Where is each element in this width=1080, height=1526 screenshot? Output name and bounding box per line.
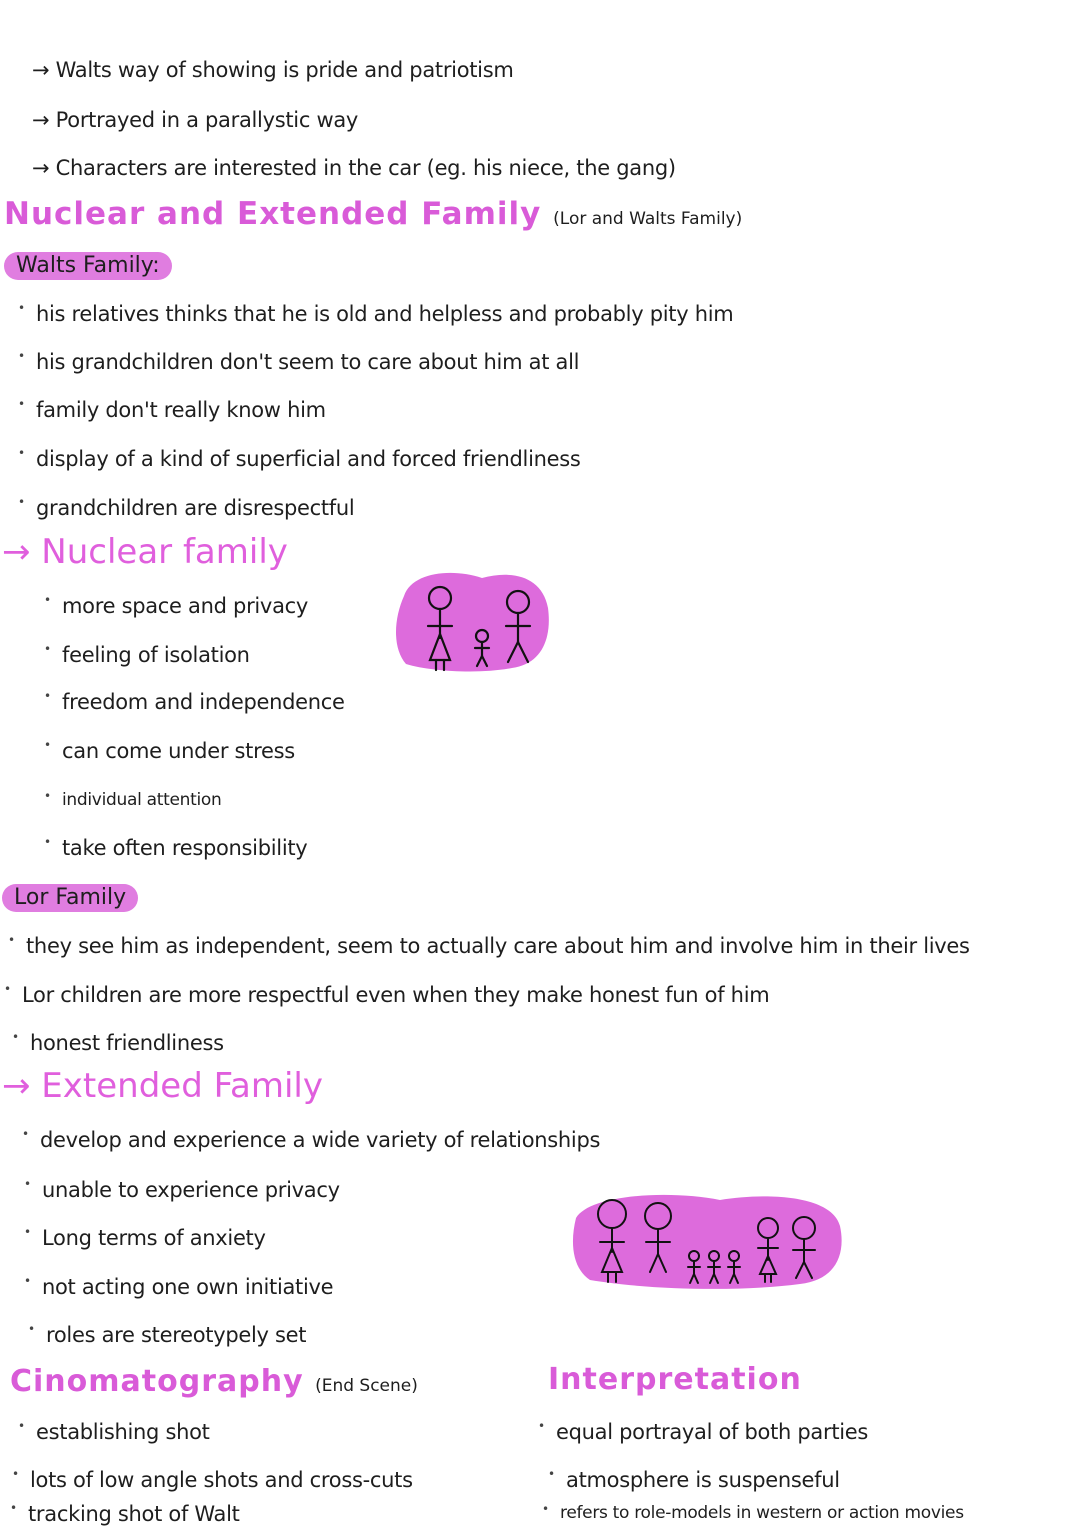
main-heading <box>4 196 742 232</box>
extended-family-icon <box>570 1188 844 1292</box>
interpretation-heading: Interpretation <box>548 1362 802 1397</box>
nuclear-item-4: • can come under stress <box>62 739 295 763</box>
walts-item-3: • family don't really know him <box>36 398 326 422</box>
cinematography-title: Cinomatography <box>10 1364 304 1399</box>
nuclear-item-3: • freedom and independence <box>62 690 345 714</box>
main-heading-title: Nuclear and Extended Family <box>4 196 542 232</box>
lor-item-1: • they see him as independent, seem to actually care about him and involve him in their lives <box>26 934 970 958</box>
main-heading-note: (Lor and Walts Family) <box>553 209 743 229</box>
nuclear-item-6: • take often responsibility <box>62 836 307 860</box>
note-line-1: → Walts way of showing is pride and patriotism <box>32 58 514 82</box>
nuclear-item-2: • feeling of isolation <box>62 643 250 667</box>
walts-item-4: • display of a kind of superficial and forced friendliness <box>36 447 581 471</box>
cinematography-item-3: • tracking shot of Walt <box>28 1502 240 1526</box>
note-line-2: → Portrayed in a parallystic way <box>32 108 359 132</box>
interpretation-item-1: • equal portrayal of both parties <box>556 1420 868 1444</box>
interpretation-item-2: • atmosphere is suspenseful <box>566 1468 840 1492</box>
extended-item-5: • roles are stereotypely set <box>46 1323 306 1347</box>
nuclear-family-icon <box>392 568 552 678</box>
walts-family-tag: Walts Family: <box>4 252 172 280</box>
lor-item-2: • Lor children are more respectful even when they make honest fun of him <box>22 983 769 1007</box>
walts-item-5: • grandchildren are disrespectful <box>36 496 354 520</box>
cinematography-item-2: • lots of low angle shots and cross-cuts <box>30 1468 413 1492</box>
note-line-3: → Characters are interested in the car (eg. his niece, the gang) <box>32 156 676 180</box>
lor-item-3: • honest friendliness <box>30 1031 224 1055</box>
walts-item-2: • his grandchildren don't seem to care about him at all <box>36 350 579 374</box>
nuclear-item-1: • more space and privacy <box>62 594 308 618</box>
nuclear-family-heading: → Nuclear family <box>2 532 288 572</box>
cinematography-heading <box>10 1364 418 1399</box>
cinematography-note: (End Scene) <box>315 1376 418 1396</box>
extended-family-heading: → Extended Family <box>2 1066 323 1106</box>
nuclear-item-5: • individual attention <box>62 790 221 810</box>
extended-item-3: • Long terms of anxiety <box>42 1226 266 1250</box>
walts-item-1: • his relatives thinks that he is old and helpless and probably pity him <box>36 302 733 326</box>
lor-family-tag: Lor Family <box>2 884 138 912</box>
extended-item-2: • unable to experience privacy <box>42 1178 340 1202</box>
interpretation-item-3: • refers to role-models in western or action movies <box>560 1503 964 1523</box>
extended-item-1: • develop and experience a wide variety of relationships <box>40 1128 600 1152</box>
extended-item-4: • not acting one own initiative <box>42 1275 333 1299</box>
cinematography-item-1: • establishing shot <box>36 1420 210 1444</box>
